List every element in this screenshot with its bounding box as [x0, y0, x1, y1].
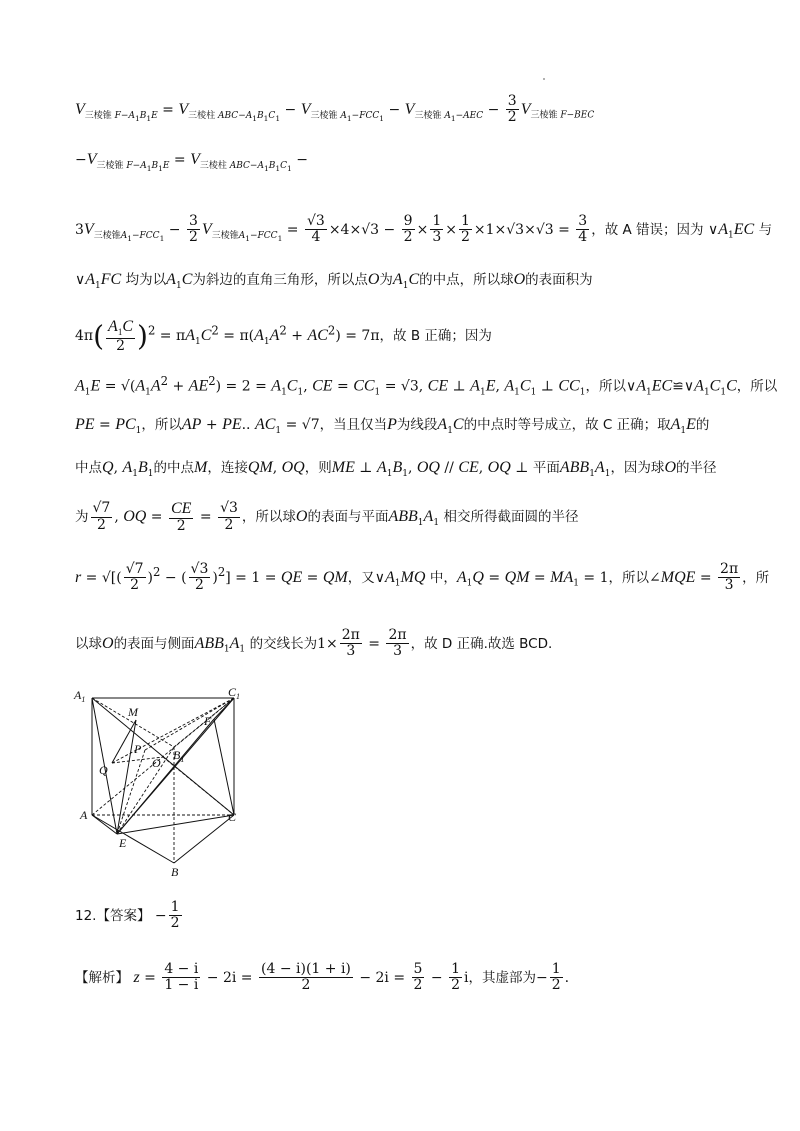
label-B: B	[171, 865, 179, 879]
q12-analysis: 【解析】 z = $\frac{4 - i}{1 - i}$ − 2i = $\frac{(4 - i)(1 + i)}{2}$ − 2i = $\frac{5}{2}$ − $\frac{1}{2}$ i，其虚部为− $\frac{1}{2}$ .	[75, 961, 570, 994]
formula-line-2: $-V_{三棱锥 F-A_1B_1E} = V_{三棱柱 ABC-A_1B_1C_1}$ −	[75, 151, 309, 173]
formula-line-8: 中点Q, $A_1B_1$的中点M，连接QM, OQ，则ME ⊥ $A_1B_1$, OQ // CE, OQ ⊥ 平面$ABB_1A_1$，因为球O的半径	[75, 459, 717, 479]
q12-answer: 12.【答案】 − $\frac{1}{2}$	[75, 899, 180, 932]
label-Q: Q	[99, 763, 108, 777]
scan-dot	[543, 78, 545, 80]
label-F: F	[204, 714, 212, 728]
label-P: P	[134, 742, 142, 756]
formula-line-5: 4π( $\frac{A_1C}{2}$ )$^2 = \pi A_1C^2 = \pi(A_1A^2 + AC^2) = 7\pi$，故 B 正确；因为	[75, 318, 492, 355]
formula-line-6: $A_1E = √(A_1A^2 + AE^2) = 2 = A_1C_1$, CE = $CC_1 = √3$, CE ⊥ $A_1E$, $A_1C_1$ ⊥ $CC_1$，所以$\vee A_1EC≌\vee A_1C_1C$，所以	[75, 374, 778, 398]
formula-line-11: 以球O的表面与侧面$ABB_1A_1$ 的交线长为1× $\frac{2\pi}{3}$ = $\frac{2\pi}{3}$ ，故 D 正确.故选 BCD.	[75, 627, 553, 660]
prism-figure	[70, 685, 260, 885]
label-O: O	[152, 756, 161, 770]
label-A1: $A_1$	[74, 688, 86, 704]
label-M: M	[128, 705, 138, 719]
formula-line-9: 为 $\frac{√7}{2}$ , OQ = $\frac{CE}{2}$ = $\frac{√3}{2}$ ，所以球O的表面与平面$ABB_1A_1$ 相交所得截面圆的半径	[75, 500, 579, 534]
formula-line-10: r = √[( $\frac{√7}{2}$ )$^2$ − ( $\frac{√3}{2}$ )$^2$] = 1 = QE = QM，又$\vee A_1MQ$ 中，$A_1Q$ = QM = $MA_1 = 1$，所以∠MQE = $\frac{2\pi}{3}$ ，所	[75, 561, 770, 594]
formula-line-4: $\vee A_1FC$ 均为以$A_1C$为斜边的直角三角形，所以点O为$A_1C$的中点，所以球O的表面积为	[75, 271, 593, 291]
label-B1: $B_1$	[173, 748, 185, 764]
label-A: A	[80, 808, 88, 822]
formula-line-3: $3V_{三棱锥A_1-FCC_1}$ − $\frac{3}{2}$ $V_{三棱锥A_1-FCC_1}$ = $\frac{√3}{4}$ ×4×√3 − $\frac{9}{2}$ × $\frac{1}{3}$ × $\frac{1}{2}$ ×1×√3×√3 = $\frac{3}{4}$ ，故 A 错误；因为 $\vee A_1EC$ 与	[75, 213, 773, 246]
label-C: C	[228, 810, 237, 824]
formula-line-7: PE = $PC_1$，所以AP + PE.. $AC_1 = √7$，当且仅当P为线段$A_1C$的中点时等号成立，故 C 正确；取$A_1E$的	[75, 416, 710, 436]
label-E: E	[119, 836, 127, 850]
formula-line-1: $V_{三棱锥 F-A_1B_1E} = V_{三棱柱 ABC-A_1B_1C_1} - V_{三棱锥 A_1-FCC_1} - V_{三棱锥 A_1-AEC}$ − $\frac{3}{2}$ $V_{三棱锥 F-BEC}$	[75, 93, 595, 126]
label-C1: $C_1$	[228, 685, 241, 701]
